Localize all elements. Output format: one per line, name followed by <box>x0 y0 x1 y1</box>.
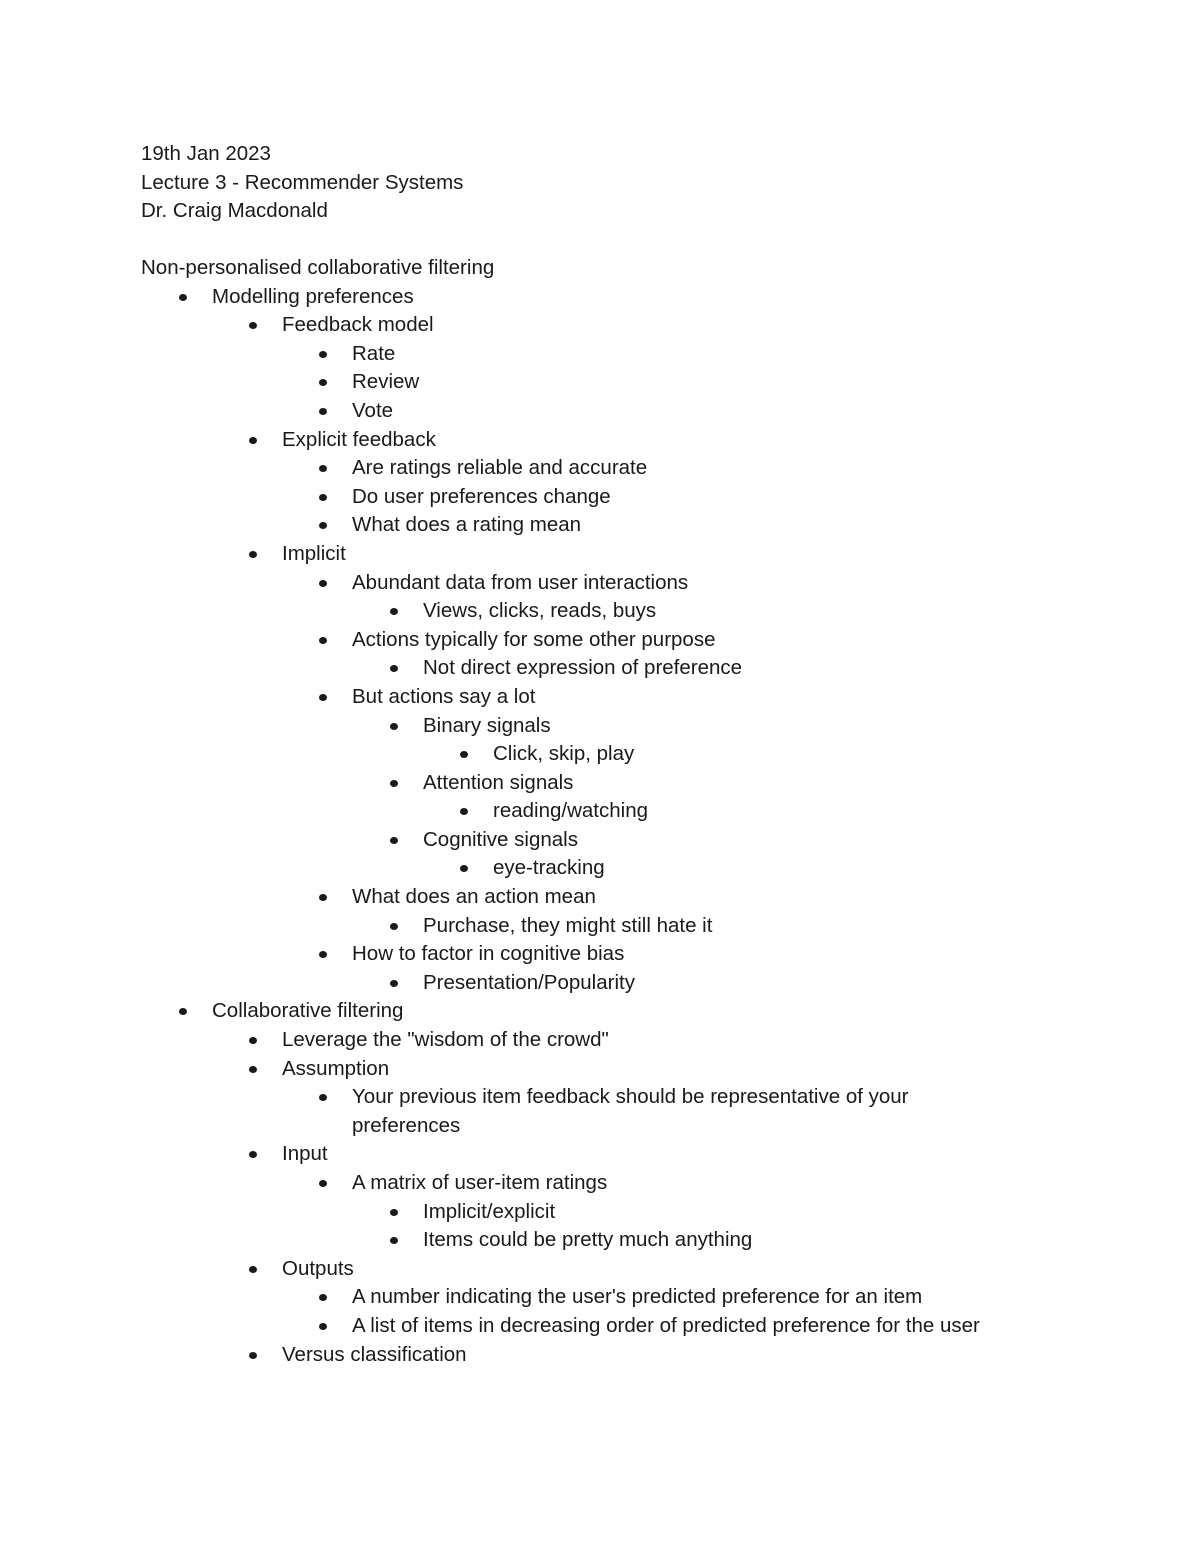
bullet-item <box>141 340 1141 369</box>
bullet-text: Not direct expression of preference <box>423 656 743 680</box>
bullet-item <box>141 997 1141 1026</box>
bullet-item <box>141 540 1141 569</box>
bullet-icon <box>460 865 468 872</box>
bullet-item <box>141 826 1141 855</box>
bullet-icon <box>319 637 327 644</box>
bullet-item <box>141 912 1141 941</box>
lecture-title: Lecture 3 - Recommender Systems <box>141 170 464 194</box>
bullet-icon <box>390 665 398 672</box>
bullet-text: What does a rating mean <box>352 513 582 537</box>
bullet-item <box>141 426 1141 455</box>
bullet-item <box>141 1198 1141 1227</box>
bullet-text: Are ratings reliable and accurate <box>352 456 648 480</box>
bullet-item <box>141 1026 1141 1055</box>
bullet-icon <box>390 1237 398 1244</box>
bullet-item <box>141 397 1141 426</box>
section-heading-text: Non-personalised collaborative filtering <box>141 256 495 279</box>
bullet-item <box>141 626 1141 655</box>
bullet-item <box>141 1140 1141 1169</box>
bullet-icon <box>319 522 327 529</box>
bullet-icon <box>319 379 327 386</box>
bullet-item <box>141 712 1141 741</box>
bullet-item <box>141 1083 1141 1140</box>
bullet-item <box>141 1283 1141 1312</box>
bullet-text: Click, skip, play <box>493 742 635 766</box>
bullet-icon <box>390 608 398 615</box>
bullet-text: Modelling preferences <box>212 284 414 308</box>
bullet-icon <box>319 951 327 958</box>
bullet-item <box>141 797 1141 826</box>
bullet-icon <box>319 694 327 701</box>
bullet-icon <box>319 1094 327 1101</box>
bullet-icon <box>179 294 187 301</box>
bullet-item <box>141 311 1141 340</box>
bullet-icon <box>460 751 468 758</box>
bullet-text: Explicit feedback <box>282 427 436 451</box>
bullet-text: Collaborative filtering <box>212 999 404 1023</box>
bullet-text: Input <box>282 1142 328 1166</box>
bullet-item <box>141 511 1141 540</box>
bullet-icon <box>390 923 398 930</box>
bullet-item <box>141 969 1141 998</box>
bullet-icon <box>249 322 257 329</box>
bullet-item <box>141 740 1141 769</box>
bullet-icon <box>319 494 327 501</box>
bullet-icon <box>319 351 327 358</box>
bullet-icon <box>319 1180 327 1187</box>
bullet-item <box>141 883 1141 912</box>
document-header <box>141 140 463 226</box>
bullet-text: A list of items in decreasing order of predicted preference for the user <box>352 1313 980 1337</box>
bullet-icon <box>319 465 327 472</box>
bullet-item <box>141 597 1141 626</box>
bullet-item <box>141 1226 1141 1255</box>
bullet-icon <box>319 894 327 901</box>
bullet-icon <box>390 1209 398 1216</box>
bullet-text: Implicit/explicit <box>423 1199 556 1223</box>
bullet-text: Binary signals <box>423 713 551 737</box>
bullet-item <box>141 569 1141 598</box>
lecturer-name: Dr. Craig Macdonald <box>141 199 328 223</box>
bullet-text: Rate <box>352 341 396 365</box>
bullet-icon <box>390 780 398 787</box>
bullet-icon <box>249 551 257 558</box>
notes-outline <box>141 254 1141 1369</box>
bullet-item <box>141 854 1141 883</box>
bullet-item <box>141 769 1141 798</box>
section-heading <box>141 254 1141 283</box>
bullet-icon <box>460 808 468 815</box>
bullet-item <box>141 1255 1141 1284</box>
bullet-text: Leverage the "wisdom of the crowd" <box>282 1028 609 1052</box>
bullet-icon <box>249 437 257 444</box>
bullet-text: A matrix of user-item ratings <box>352 1171 608 1194</box>
bullet-text: A number indicating the user's predicted preference for an item <box>352 1285 923 1309</box>
bullet-text: Versus classification <box>282 1342 467 1366</box>
bullet-text: eye-tracking <box>493 856 605 880</box>
bullet-icon <box>249 1266 257 1273</box>
bullet-text: Vote <box>352 398 394 422</box>
bullet-text: Actions typically for some other purpose <box>352 627 716 651</box>
bullet-item <box>141 1055 1141 1084</box>
bullet-text: Cognitive signals <box>423 827 578 851</box>
bullet-icon <box>390 980 398 987</box>
bullet-text: Feedback model <box>282 313 434 337</box>
bullet-text: Attention signals <box>423 770 574 794</box>
bullet-text: Purchase, they might still hate it <box>423 913 713 937</box>
bullet-icon <box>249 1352 257 1359</box>
bullet-item <box>141 1312 1141 1341</box>
bullet-item <box>141 654 1141 683</box>
bullet-text: Presentation/Popularity <box>423 970 635 994</box>
bullet-icon <box>249 1151 257 1158</box>
bullet-text: Abundant data from user interactions <box>352 570 689 594</box>
bullet-text: Review <box>352 370 420 394</box>
bullet-item <box>141 454 1141 483</box>
bullet-icon <box>179 1008 187 1015</box>
bullet-item <box>141 1169 1141 1198</box>
bullet-text: But actions say a lot <box>352 684 536 708</box>
bullet-icon <box>390 837 398 844</box>
bullet-item <box>141 483 1141 512</box>
bullet-text: Assumption <box>282 1056 390 1080</box>
bullet-item <box>141 283 1141 312</box>
bullet-icon <box>319 1294 327 1301</box>
bullet-text: Implicit <box>282 541 346 565</box>
bullet-text: How to factor in cognitive bias <box>352 942 625 966</box>
bullet-text: What does an action mean <box>352 885 596 909</box>
bullet-item <box>141 1341 1141 1370</box>
bullet-text: Outputs <box>282 1256 354 1280</box>
bullet-icon <box>319 408 327 415</box>
bullet-text: Views, clicks, reads, buys <box>423 599 657 623</box>
bullet-icon <box>319 1323 327 1330</box>
bullet-item <box>141 683 1141 712</box>
bullet-icon <box>249 1037 257 1044</box>
bullet-item <box>141 368 1141 397</box>
bullet-text: Your previous item feedback should be representative of your preferences <box>352 1085 909 1137</box>
bullet-icon <box>390 723 398 730</box>
bullet-text: reading/watching <box>493 799 648 823</box>
bullet-text: Do user preferences change <box>352 484 611 508</box>
bullet-item <box>141 940 1141 969</box>
bullet-icon <box>319 580 327 587</box>
lecture-date: 19th Jan 2023 <box>141 142 271 165</box>
bullet-icon <box>249 1066 257 1073</box>
bullet-text: Items could be pretty much anything <box>423 1228 753 1252</box>
